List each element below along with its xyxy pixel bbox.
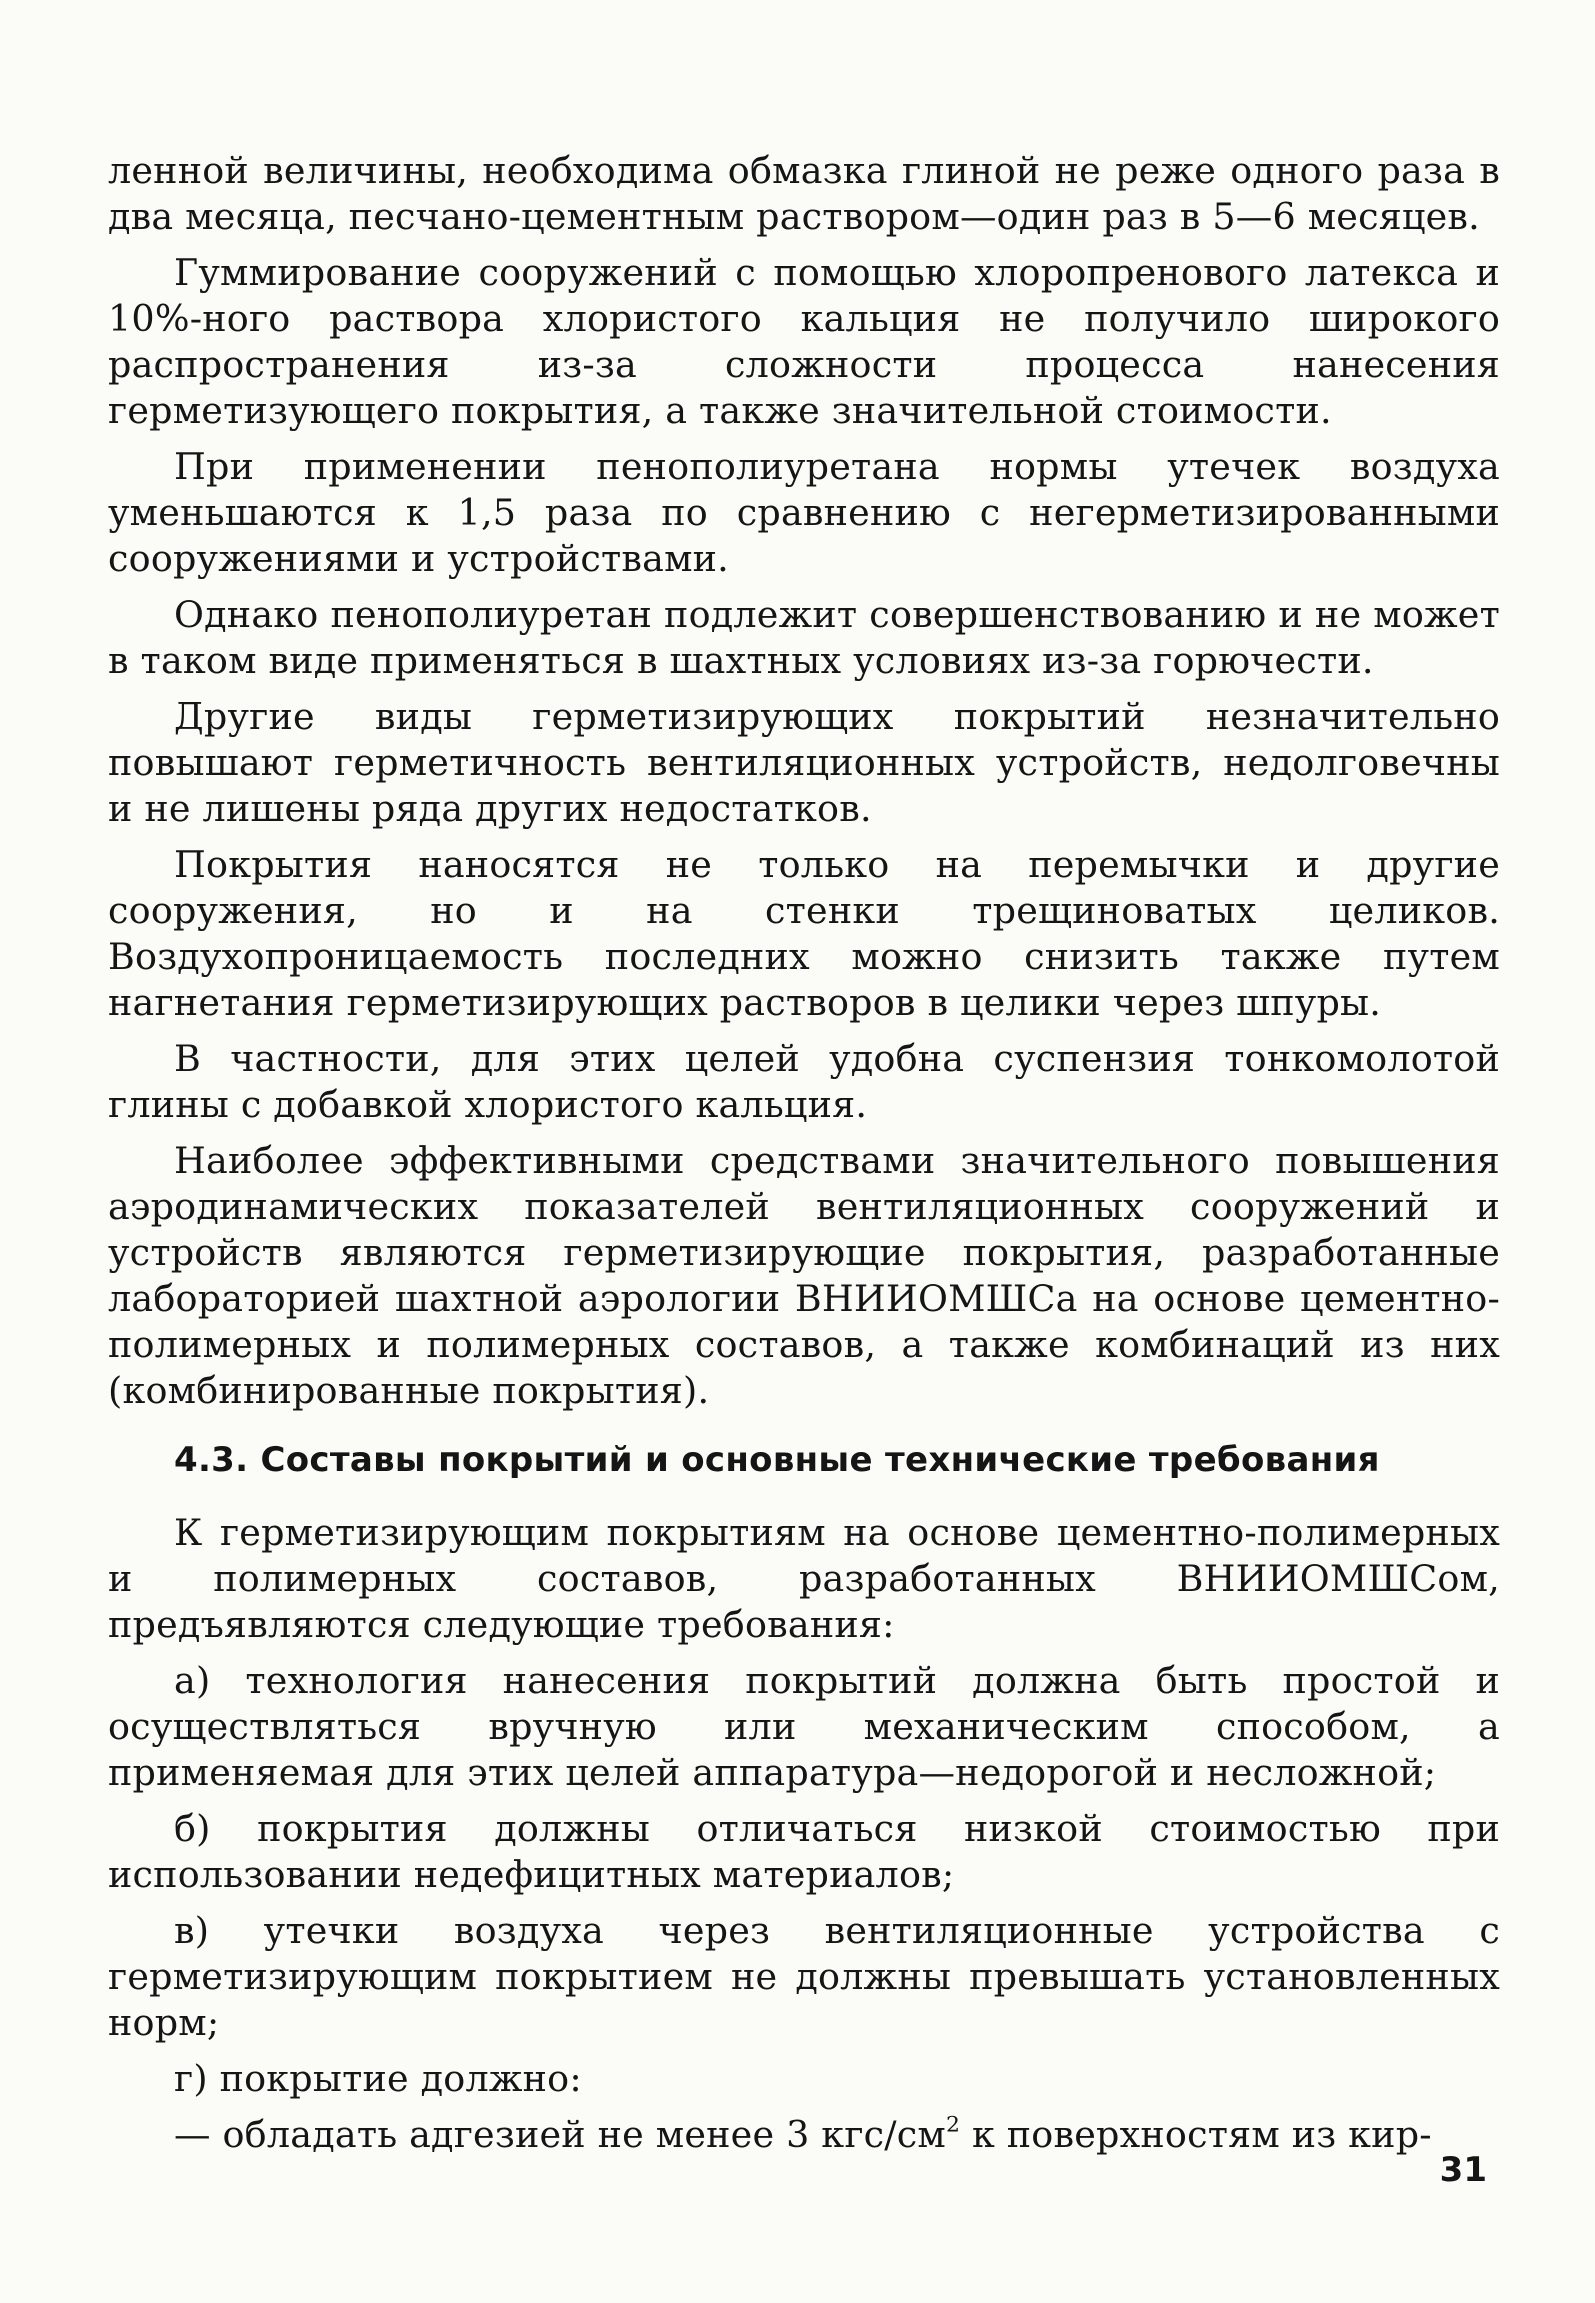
paragraph-polyurethane-limits: Однако пенополиуретан подлежит совершенствованию и не может в таком виде применяться в шахтных условиях из-за горючести. [108, 593, 1500, 682]
paragraph-polyurethane-foam: При применении пенополиуретана нормы утечек воздуха уменьшаются к 1,5 раза по сравнению с негерметизированными сооружениями и устройствами. [108, 445, 1500, 580]
paragraph-continuation: ленной величины, необходима обмазка глиной не реже одного раза в два месяца, песчано-цементным раствором—один раз в 5—6 месяцев. [108, 149, 1500, 238]
adhesion-text-after: к поверхностям из кир- [960, 2113, 1432, 2156]
requirement-a: а) технология нанесения покрытий должна быть простой и осуществляться вручную или механическим способом, а применяемая для этих целей аппаратура—недорогой и несложной; [108, 1659, 1500, 1794]
requirement-adhesion [108, 2112, 1500, 2158]
requirement-b: б) покрытия должны отличаться низкой стоимостью при использовании недефицитных материалов; [108, 1807, 1500, 1896]
paragraph-clay-suspension: В частности, для этих целей удобна суспензия тонкомолотой глины с добавкой хлористого кальция. [108, 1037, 1500, 1126]
section-heading: 4.3. Составы покрытий и основные технические требования [174, 1440, 1380, 1480]
paragraph-coating-application: Покрытия наносятся не только на перемычки и другие сооружения, но и на стенки трещиноватых целиков. Воздухопроницаемость последних можно снизить также путем нагнетания герметизирующих растворов в целики через шпуры. [108, 843, 1500, 1024]
section-intro: К герметизирующим покрытиям на основе цементно-полимерных и полимерных составов, разработанных ВНИИОМШСом, предъявляются следующие требования: [108, 1511, 1500, 1646]
adhesion-exponent: 2 [946, 2112, 961, 2138]
page-number: 31 [1439, 2150, 1487, 2190]
page-body [108, 148, 1500, 2158]
paragraph-effective-means: Наиболее эффективными средствами значительного повышения аэродинамических показателей вентиляционных сооружений и устройств являются герметизирующие покрытия, разработанные лабораторией шахтной аэрологии ВНИИОМШСа на основе цементно-полимерных и полимерных составов, а также комбинаций из них (комбинированные покрытия). [108, 1139, 1500, 1412]
adhesion-text-before: — обладать адгезией не менее 3 кгс/см [174, 2113, 947, 2156]
requirement-v: в) утечки воздуха через вентиляционные устройства с герметизирующим покрытием не должны превышать установленных норм; [108, 1909, 1500, 2044]
requirement-g: г) покрытие должно: [174, 2057, 582, 2100]
paragraph-other-coatings: Другие виды герметизирующих покрытий незначительно повышают герметичность вентиляционных устройств, недолговечны и не лишены ряда других недостатков. [108, 695, 1500, 830]
paragraph-rubberizing: Гуммирование сооружений с помощью хлоропренового латекса и 10%-ного раствора хлористого кальция не получило широкого распространения из-за сложности процесса нанесения герметизующего покрытия, а также значительной стоимости. [108, 251, 1500, 432]
